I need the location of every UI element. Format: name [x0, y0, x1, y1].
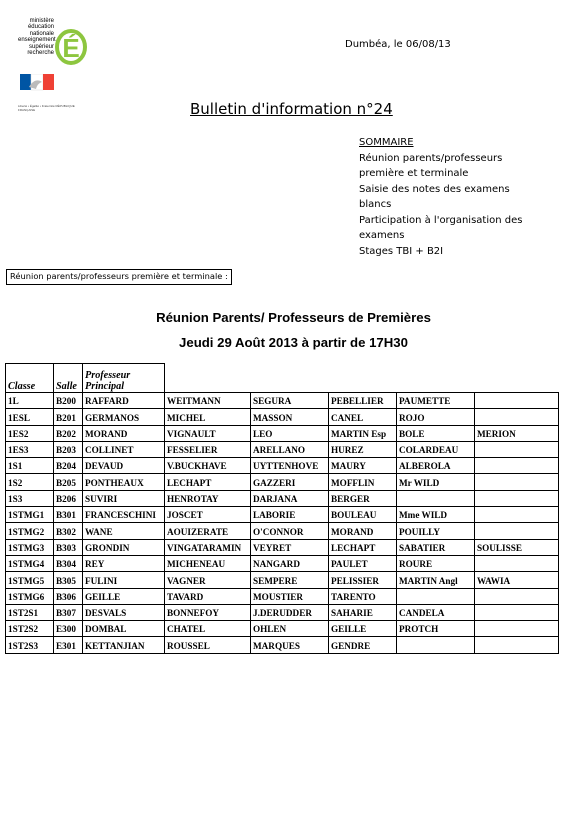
- header-empty: [397, 364, 475, 393]
- cell-professeur: LEO: [251, 425, 329, 441]
- sommaire-item: Réunion parents/professeurs première et terminale: [359, 152, 503, 179]
- cell-professeur: V.BUCKHAVE: [165, 458, 251, 474]
- table-row: [6, 507, 559, 523]
- cell-professeur-principal: REY: [83, 555, 165, 571]
- cell-professeur: PROTCH: [397, 621, 475, 637]
- header-empty: [165, 364, 251, 393]
- cell-classe: 1ST2S3: [6, 637, 54, 653]
- cell-professeur: CANEL: [329, 409, 397, 425]
- cell-salle: B305: [54, 572, 83, 588]
- cell-professeur: WEITMANN: [165, 393, 251, 409]
- ministry-logo: [18, 18, 88, 112]
- cell-classe: 1ES3: [6, 441, 54, 457]
- table-row: [6, 604, 559, 620]
- sommaire-item: Participation à l'organisation des examens: [359, 214, 523, 241]
- cell-professeur: TARENTO: [329, 588, 397, 604]
- cell-salle: B206: [54, 490, 83, 506]
- cell-professeur: HUREZ: [329, 441, 397, 457]
- cell-professeur-principal: DEVAUD: [83, 458, 165, 474]
- logo-line: supérieur: [28, 43, 54, 50]
- cell-professeur: GEILLE: [329, 621, 397, 637]
- logo-line: éducation: [27, 24, 54, 31]
- cell-professeur: PAULET: [329, 555, 397, 571]
- cell-professeur: [397, 588, 475, 604]
- cell-classe: 1ST2S2: [6, 621, 54, 637]
- cell-professeur: PAUMETTE: [397, 393, 475, 409]
- cell-professeur: [475, 474, 559, 490]
- cell-professeur: AOUIZERATE: [165, 523, 251, 539]
- sommaire: [359, 135, 539, 259]
- cell-professeur-principal: FULINI: [83, 572, 165, 588]
- cell-professeur: GENDRE: [329, 637, 397, 653]
- cell-salle: B301: [54, 507, 83, 523]
- cell-professeur: BOULEAU: [329, 507, 397, 523]
- table-row: [6, 458, 559, 474]
- e-letter-logo-icon: [53, 20, 89, 66]
- cell-professeur: HENROTAY: [165, 490, 251, 506]
- cell-professeur: [475, 637, 559, 653]
- table-row: [6, 393, 559, 409]
- section-label: Réunion parents/professeurs première et terminale :: [6, 269, 232, 285]
- cell-professeur: LECHAPT: [165, 474, 251, 490]
- cell-classe: 1ES2: [6, 425, 54, 441]
- cell-professeur: MARQUES: [251, 637, 329, 653]
- cell-salle: E300: [54, 621, 83, 637]
- cell-salle: B200: [54, 393, 83, 409]
- svg-text:É: É: [62, 33, 80, 63]
- header-empty: [251, 364, 329, 393]
- cell-classe: 1STMG2: [6, 523, 54, 539]
- cell-professeur: MARTIN Esp: [329, 425, 397, 441]
- table-row: [6, 523, 559, 539]
- cell-professeur-principal: SUVIRI: [83, 490, 165, 506]
- cell-classe: 1STMG1: [6, 507, 54, 523]
- cell-professeur: MOUSTIER: [251, 588, 329, 604]
- cell-professeur: UYTTENHOVE: [251, 458, 329, 474]
- cell-salle: B302: [54, 523, 83, 539]
- cell-classe: 1STMG5: [6, 572, 54, 588]
- cell-professeur: MERION: [475, 425, 559, 441]
- cell-professeur: MAURY: [329, 458, 397, 474]
- cell-professeur-principal: GRONDIN: [83, 539, 165, 555]
- cell-professeur: J.DERUDDER: [251, 604, 329, 620]
- cell-professeur: ROJO: [397, 409, 475, 425]
- cell-professeur: VEYRET: [251, 539, 329, 555]
- cell-classe: 1S1: [6, 458, 54, 474]
- cell-professeur: OHLEN: [251, 621, 329, 637]
- cell-professeur: MOFFLIN: [329, 474, 397, 490]
- cell-professeur: [475, 588, 559, 604]
- sommaire-item: Saisie des notes des examens blancs: [359, 183, 510, 210]
- cell-professeur: ROURE: [397, 555, 475, 571]
- cell-classe: 1STMG4: [6, 555, 54, 571]
- cell-professeur: [475, 507, 559, 523]
- table-row: [6, 588, 559, 604]
- cell-salle: B304: [54, 555, 83, 571]
- cell-classe: 1S3: [6, 490, 54, 506]
- cell-salle: B303: [54, 539, 83, 555]
- table-body: [6, 393, 559, 654]
- cell-professeur: TAVARD: [165, 588, 251, 604]
- cell-professeur: SOULISSE: [475, 539, 559, 555]
- table-row: [6, 637, 559, 653]
- cell-professeur-principal: RAFFARD: [83, 393, 165, 409]
- cell-professeur: DARJANA: [251, 490, 329, 506]
- class-roster-table: [5, 363, 559, 654]
- table-row: [6, 490, 559, 506]
- cell-classe: 1ESL: [6, 409, 54, 425]
- cell-salle: B204: [54, 458, 83, 474]
- cell-professeur: CHATEL: [165, 621, 251, 637]
- cell-salle: B203: [54, 441, 83, 457]
- meeting-title: Réunion Parents/ Professeurs de Premières: [156, 310, 431, 325]
- cell-classe: 1S2: [6, 474, 54, 490]
- cell-professeur: [475, 523, 559, 539]
- cell-professeur: [475, 555, 559, 571]
- cell-professeur: GAZZERI: [251, 474, 329, 490]
- cell-professeur: [475, 441, 559, 457]
- cell-professeur: LABORIE: [251, 507, 329, 523]
- cell-professeur: PEBELLIER: [329, 393, 397, 409]
- table-row: [6, 425, 559, 441]
- cell-salle: B202: [54, 425, 83, 441]
- cell-professeur: MASSON: [251, 409, 329, 425]
- logo-line: nationale: [29, 30, 54, 37]
- marianne-flag-icon: [20, 74, 54, 96]
- cell-professeur: SABATIER: [397, 539, 475, 555]
- cell-professeur: MICHENEAU: [165, 555, 251, 571]
- cell-professeur: [475, 393, 559, 409]
- cell-professeur-principal: PONTHEAUX: [83, 474, 165, 490]
- cell-salle: E301: [54, 637, 83, 653]
- table-row: [6, 474, 559, 490]
- cell-salle: B306: [54, 588, 83, 604]
- cell-professeur: ROUSSEL: [165, 637, 251, 653]
- ministry-logo-text: [18, 18, 54, 56]
- sommaire-heading: SOMMAIRE: [359, 137, 414, 148]
- cell-professeur: BOLE: [397, 425, 475, 441]
- cell-professeur: VIGNAULT: [165, 425, 251, 441]
- bulletin-title: Bulletin d'information n°24: [190, 100, 393, 118]
- header-classe: Classe: [6, 364, 54, 393]
- logo-line: enseignement: [18, 37, 56, 44]
- table-row: [6, 441, 559, 457]
- logo-line: recherche: [27, 50, 54, 57]
- cell-professeur: [475, 458, 559, 474]
- cell-professeur-principal: KETTANJIAN: [83, 637, 165, 653]
- cell-professeur: NANGARD: [251, 555, 329, 571]
- cell-professeur: COLARDEAU: [397, 441, 475, 457]
- cell-professeur-principal: FRANCESCHINI: [83, 507, 165, 523]
- table-row: [6, 539, 559, 555]
- cell-classe: 1ST2S1: [6, 604, 54, 620]
- cell-professeur: PELISSIER: [329, 572, 397, 588]
- cell-professeur: Mme WILD: [397, 507, 475, 523]
- cell-professeur: FESSELIER: [165, 441, 251, 457]
- cell-professeur: WAWIA: [475, 572, 559, 588]
- cell-professeur: [475, 490, 559, 506]
- cell-professeur: [397, 637, 475, 653]
- cell-professeur: VINGATARAMIN: [165, 539, 251, 555]
- cell-professeur: BONNEFOY: [165, 604, 251, 620]
- cell-professeur-principal: MORAND: [83, 425, 165, 441]
- header-empty: [329, 364, 397, 393]
- cell-professeur-principal: DESVALS: [83, 604, 165, 620]
- cell-professeur: ALBEROLA: [397, 458, 475, 474]
- cell-professeur: SEGURA: [251, 393, 329, 409]
- cell-professeur: [397, 490, 475, 506]
- cell-professeur: CANDELA: [397, 604, 475, 620]
- cell-professeur: POUILLY: [397, 523, 475, 539]
- cell-salle: B205: [54, 474, 83, 490]
- cell-professeur: MICHEL: [165, 409, 251, 425]
- cell-professeur: SAHARIE: [329, 604, 397, 620]
- cell-professeur: ARELLANO: [251, 441, 329, 457]
- table-row: [6, 572, 559, 588]
- cell-classe: 1L: [6, 393, 54, 409]
- cell-classe: 1STMG3: [6, 539, 54, 555]
- marianne-caption: Liberté • Égalité • Fraternité RÉPUBLIQUE FRANÇAISE: [18, 104, 75, 112]
- cell-professeur: Mr WILD: [397, 474, 475, 490]
- cell-professeur: MORAND: [329, 523, 397, 539]
- header-professeur-principal: Professeur Principal: [83, 364, 165, 393]
- cell-professeur: [475, 409, 559, 425]
- header-empty: [475, 364, 559, 393]
- cell-professeur: LECHAPT: [329, 539, 397, 555]
- table-row: [6, 409, 559, 425]
- cell-professeur: BERGER: [329, 490, 397, 506]
- meeting-date: Jeudi 29 Août 2013 à partir de 17H30: [179, 335, 408, 350]
- cell-professeur-principal: WANE: [83, 523, 165, 539]
- table-header-row: [6, 364, 559, 393]
- cell-professeur: [475, 604, 559, 620]
- cell-salle: B201: [54, 409, 83, 425]
- cell-professeur: O'CONNOR: [251, 523, 329, 539]
- cell-professeur-principal: DOMBAL: [83, 621, 165, 637]
- cell-professeur-principal: GEILLE: [83, 588, 165, 604]
- cell-professeur-principal: GERMANOS: [83, 409, 165, 425]
- sommaire-item: Stages TBI + B2I: [359, 245, 444, 257]
- cell-professeur: MARTIN Angl: [397, 572, 475, 588]
- cell-professeur-principal: COLLINET: [83, 441, 165, 457]
- cell-professeur: [475, 621, 559, 637]
- cell-professeur: VAGNER: [165, 572, 251, 588]
- cell-salle: B307: [54, 604, 83, 620]
- cell-professeur: JOSCET: [165, 507, 251, 523]
- logo-line: ministère: [29, 18, 54, 24]
- cell-classe: 1STMG6: [6, 588, 54, 604]
- header-salle: Salle: [54, 364, 83, 393]
- table-row: [6, 621, 559, 637]
- table-row: [6, 555, 559, 571]
- cell-professeur: SEMPERE: [251, 572, 329, 588]
- place-date: Dumbéa, le 06/08/13: [345, 39, 451, 50]
